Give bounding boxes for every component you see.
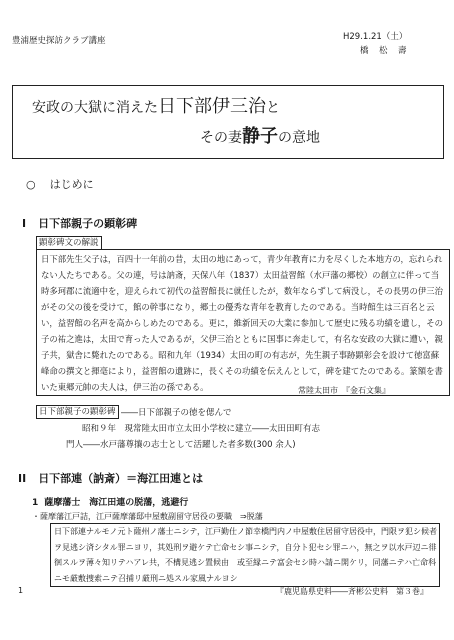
title-name: 日下部伊三治	[158, 96, 266, 117]
monument-label: 日下部親子の顕彰碑	[36, 405, 119, 419]
monument-disciples-line: 門人――水戸藩尊攘の志士として活躍した者多数(300 余人)	[66, 440, 296, 450]
quote-text: 日下部連ナルモノ元ト薩州ノ藩士ニシテ，江戸勤仕ノ節幸橋門内ノ中屋敷住居留守居役中，門限ヲ犯シ候者ヲ見逃シ済シタル罪ニヨリ，其処刑ヲ避ケテ亡命セシ事ニシテ，自分ト犯セシ罪ニハ，無之ヲ以水戸辺ニ徘徊スルヲ薄々知リテハアレ共，不構見逃シ置候由 或至縁ニテ富会セシ時ハ請ニ開ケリ，同藩ニテハ亡命科ニモ厳敷捜索ニテ召捕リ厳刑ニ処スル家風ナルヨシ	[54, 527, 437, 583]
subsection-1-number: 1	[32, 498, 39, 508]
section-1-heading	[22, 215, 137, 231]
inscription-citation: 常陸太田市 『金石文集』	[298, 386, 390, 395]
inscription-paragraph: 日下部先生父子は，百四十一年前の昔，太田の地にあって，青少年教育に力を尽くした本地方の，忘れられない人たちである。父の連，号は訥斎，天保八年（1837）太田益習館（水戸藩の郷校）の創立に伴って当時多珂郡に流適中を，迎えられて初代の益習館長に就任したが，数年ならずして病没し，その長男の伊三治がその父の後を受けて，館の幹事になり，郷土の優秀な青年を教育したのである。当時館生は三百名と云い，益習館の名声を高からしめたのである。更に，維新回天の大業に参加して歴史に残る功績を遺し，その子の祐之進は，太田で育った人であるが，父伊三治とともに国事に奔走して，有名な安政の大獄に遭い，親子共，獄舎に斃れたのである。昭和九年（1934）太田の町の有志が，先生親子事跡顕彰会を設けて徳富蘇峰命の撰文と揮毫により，益習館の遺跡に，長くその功績を伝えんとして，碑を建てたのである。篆額を書いた東郷元帥の夫人は，伊三治の孫である。	[41, 254, 443, 392]
intro-label: はじめに	[49, 178, 94, 191]
title-line-1-suffix: と	[266, 100, 280, 116]
section-2-number: II	[18, 472, 27, 485]
subsection-1-heading	[32, 495, 188, 508]
inscription-label: 顕彰碑文の解説	[36, 236, 102, 250]
section-1-number: I	[22, 217, 27, 230]
header-date: H29.1.21（土）	[343, 32, 408, 42]
circle-bullet-icon: ○	[26, 178, 36, 191]
title-line-1-prefix: 安政の大獄に消えた	[32, 100, 158, 116]
title-line-2-prefix: その妻	[200, 130, 242, 146]
section-2-heading	[18, 470, 203, 486]
section-1-title: 日下部親子の顕彰碑	[38, 217, 138, 230]
subsection-1-title: 薩摩藩士 海江田連の脱藩，逃避行	[44, 498, 189, 508]
quote-citation: 『鹿児島県史料――斉彬公史料 第３巻』	[276, 587, 428, 596]
header-author: 橋 松 壽	[360, 46, 408, 56]
page-number: 1	[18, 586, 24, 595]
title-line-2	[200, 122, 320, 148]
intro-heading	[26, 176, 94, 192]
title-wife-name: 静子	[242, 126, 278, 147]
section-2-title: 日下部連（訥斎）＝海江田連とは	[38, 472, 204, 485]
bullet-note: ・薩摩藩江戸詰，江戸薩摩藩邸中屋敷副留守居役の要職 ⇒脱藩	[32, 512, 263, 521]
monument-erected-line: 昭和９年 現常陸太田市立太田小学校に建立――太田田町有志	[82, 424, 321, 434]
title-line-1	[32, 92, 280, 118]
header-course-name: 豊浦歴史探訪クラブ講座	[12, 36, 106, 46]
monument-description: ――日下部親子の徳を偲んで	[121, 408, 232, 418]
title-line-2-suffix: の意地	[278, 130, 320, 146]
